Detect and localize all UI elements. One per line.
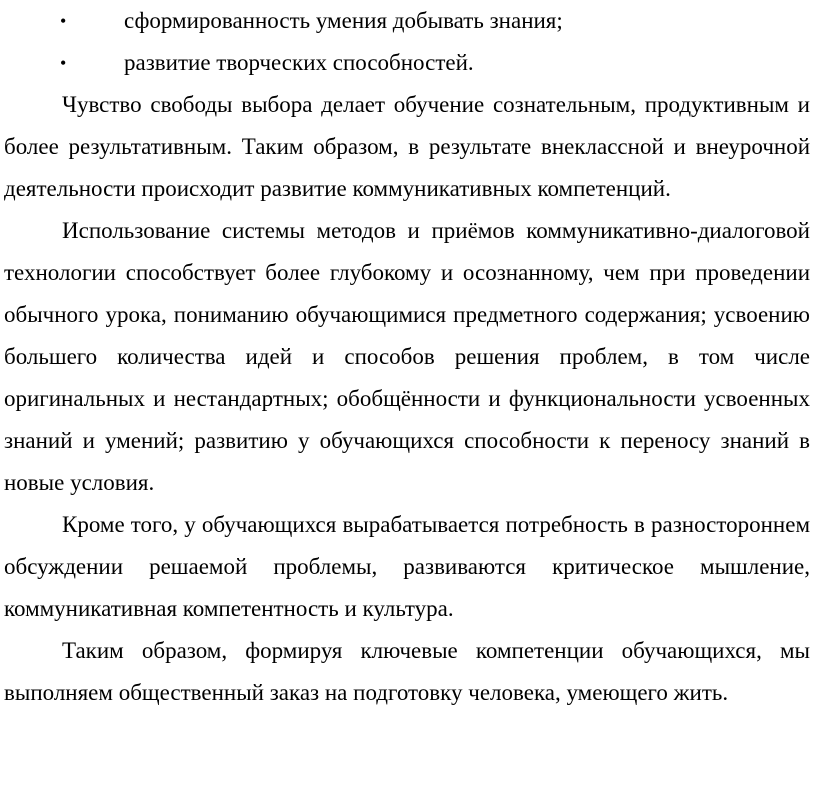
bullet-icon: • — [60, 53, 67, 73]
paragraph-discussion-need: Кроме того, у обучающихся вырабатывается потребность в разностороннем обсуждении решаемой проблемы, развиваются критическое мышление, коммуникативная компетентность и культура. — [4, 512, 810, 621]
paragraph-dialog-technology: Использование системы методов и приёмов коммуникативно-диалоговой технологии способствует более глубокому и осознанному, чем при проведении обычного урока, пониманию обучающимися предметного содержания; усвоению большего количества идей и способов решения проблем, в том числе оригинальных и нестандартных; обобщённости и функциональности усвоенных знаний и умений; развитию у обучающихся способности к переносу знаний в новые условия. — [4, 218, 810, 495]
paragraph-conclusion: Таким образом, формируя ключевые компетенции обучающихся, мы выполняем общественный заказ на подготовку человека, умеющего жить. — [4, 638, 810, 705]
bullet-list — [0, 0, 816, 84]
bullet-text: развитие творческих способностей. — [124, 50, 474, 75]
bullet-text: сформированность умения добывать знания; — [124, 8, 563, 33]
bullet-icon: • — [60, 11, 67, 31]
bullet-item — [0, 0, 816, 42]
paragraph-freedom-of-choice: Чувство свободы выбора делает обучение сознательным, продуктивным и более результативным. Таким образом, в результате внеклассной и внеурочной деятельности происходит развитие коммуникативных компетенций. — [4, 92, 810, 201]
bullet-item — [0, 42, 816, 84]
